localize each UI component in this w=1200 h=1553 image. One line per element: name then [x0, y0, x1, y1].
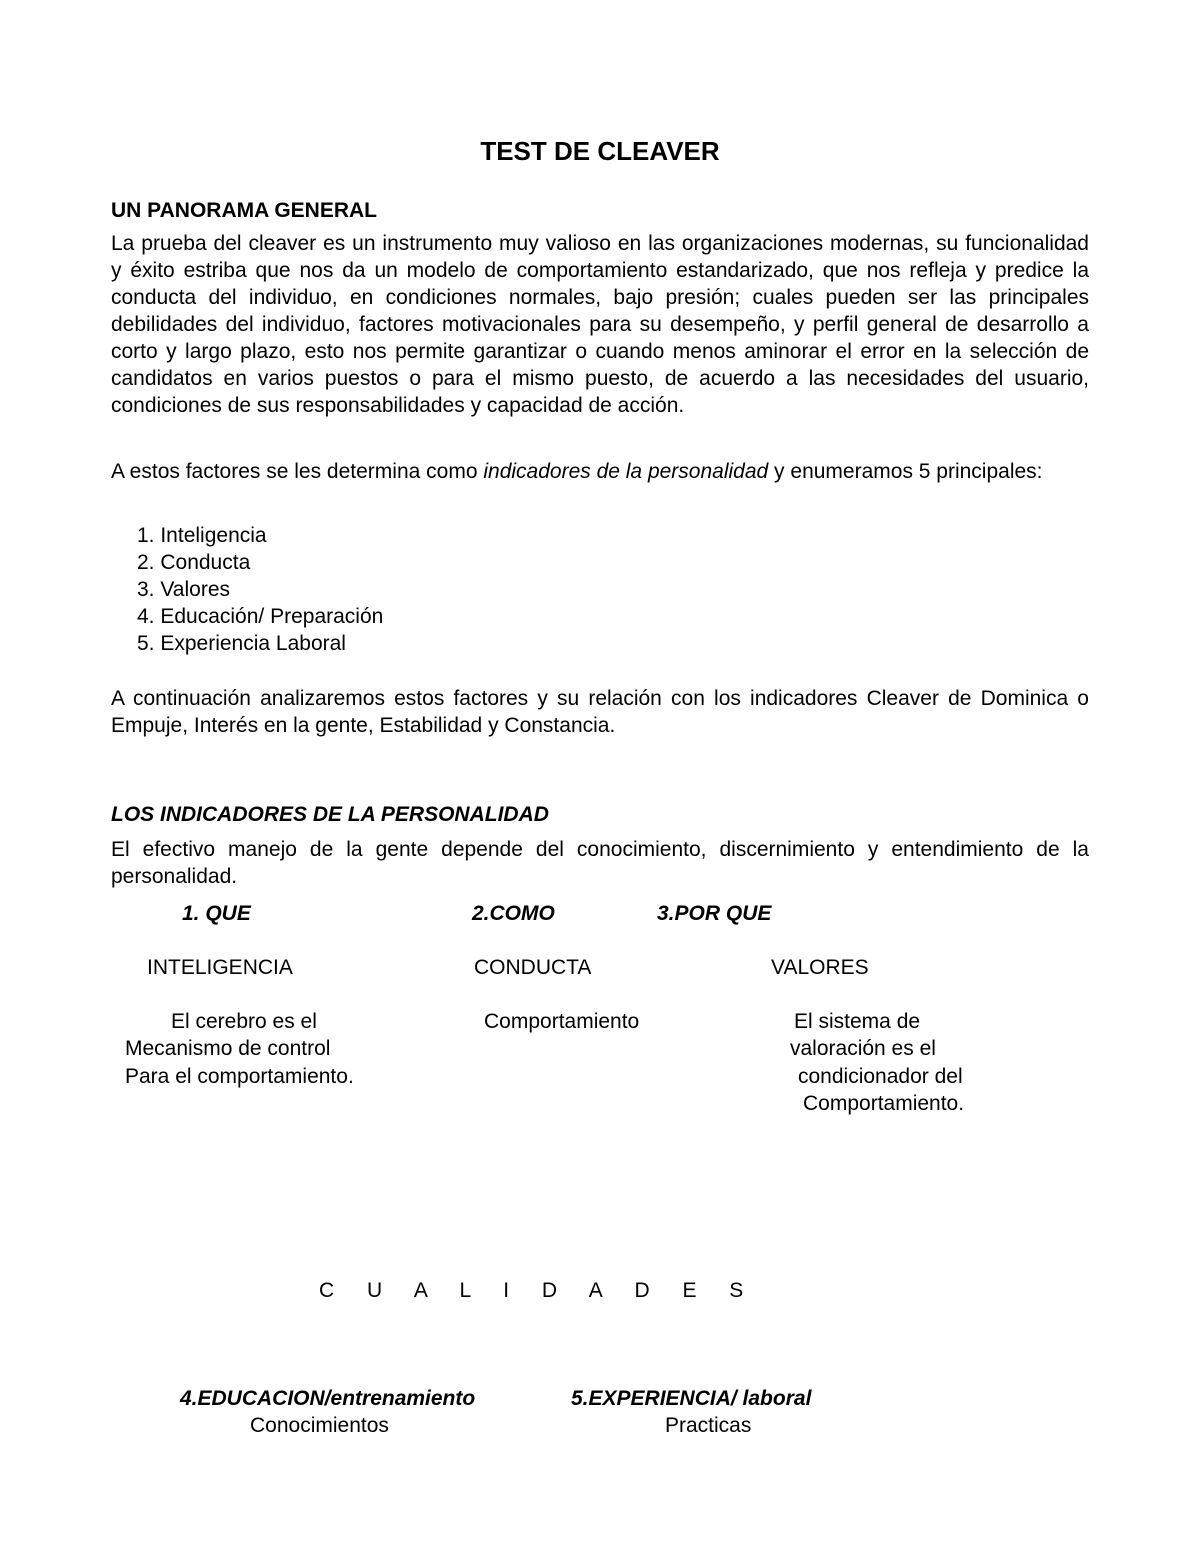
intro-text-before: A estos factores se les determina como	[111, 460, 484, 483]
cualidades-heading: C U A L I D A D E S	[319, 1279, 757, 1302]
indicators-paragraph: El efectivo manejo de la gente depende del conocimiento, discernimiento y entendimiento de la personalidad.	[111, 838, 1089, 888]
intro-text-italic: indicadores de la personalidad	[483, 460, 769, 483]
quality-label-conocimientos: Conocimientos	[250, 1414, 389, 1437]
desc-conducta-line: Comportamiento	[484, 1010, 640, 1033]
quality-label-practicas: Practicas	[665, 1414, 752, 1437]
section-heading-panorama: UN PANORAMA GENERAL	[111, 199, 377, 222]
desc-valores-line: valoración es el	[790, 1037, 936, 1060]
list-item: 1. Inteligencia	[137, 524, 267, 547]
desc-inteligencia-line: El cerebro es el	[171, 1010, 317, 1033]
label-valores: VALORES	[771, 956, 869, 979]
column-heading-que: 1. QUE	[182, 902, 251, 925]
desc-valores-line: condicionador del	[798, 1065, 963, 1088]
panorama-paragraph: La prueba del cleaver es un instrumento muy valioso en las organizaciones modernas, su funcionalidad y éxito estriba que nos da un modelo de comportamiento estandarizado, que nos refleja y predice la conducta del individuo, en condiciones normales, bajo presión; cuales pueden ser las principales debilidades del individuo, factores motivacionales para su desempeño, y perfil general de desarrollo a corto y largo plazo, esto nos permite garantizar o cuando menos aminorar el error en la selección de candidatos en varios puestos o para el mismo puesto, de acuerdo a las necesidades del usuario, condiciones de sus responsabilidades y capacidad de acción.	[111, 232, 1089, 417]
document-title: TEST DE CLEAVER	[480, 136, 720, 166]
list-item: 2. Conducta	[137, 551, 251, 574]
label-inteligencia: INTELIGENCIA	[147, 956, 293, 979]
desc-valores-line: Comportamiento.	[803, 1092, 965, 1115]
desc-inteligencia-line: Para el comportamiento.	[125, 1065, 354, 1088]
quality-heading-educacion: 4.EDUCACION/entrenamiento	[180, 1387, 476, 1410]
label-conducta: CONDUCTA	[474, 956, 592, 979]
column-heading-como: 2.COMO	[472, 902, 555, 925]
intro-text-after: y enumeramos 5 principales:	[768, 460, 1043, 483]
continuation-paragraph: A continuación analizaremos estos factores y su relación con los indicadores Cleaver de Dominica o Empuje, Interés en la gente, Estabilidad y Constancia.	[111, 687, 1089, 737]
list-item: 4. Educación/ Preparación	[137, 605, 384, 628]
quality-heading-experiencia: 5.EXPERIENCIA/ laboral	[571, 1387, 812, 1410]
list-item: 5. Experiencia Laboral	[137, 632, 346, 655]
section-heading-indicators: LOS INDICADORES DE LA PERSONALIDAD	[111, 803, 549, 826]
indicators-intro-paragraph	[111, 458, 1089, 485]
list-item: 3. Valores	[137, 578, 230, 601]
indicators-list	[137, 522, 383, 657]
desc-valores-line: El sistema de	[794, 1010, 921, 1033]
desc-inteligencia-line: Mecanismo de control	[125, 1037, 331, 1060]
column-heading-por-que: 3.POR QUE	[657, 902, 772, 925]
